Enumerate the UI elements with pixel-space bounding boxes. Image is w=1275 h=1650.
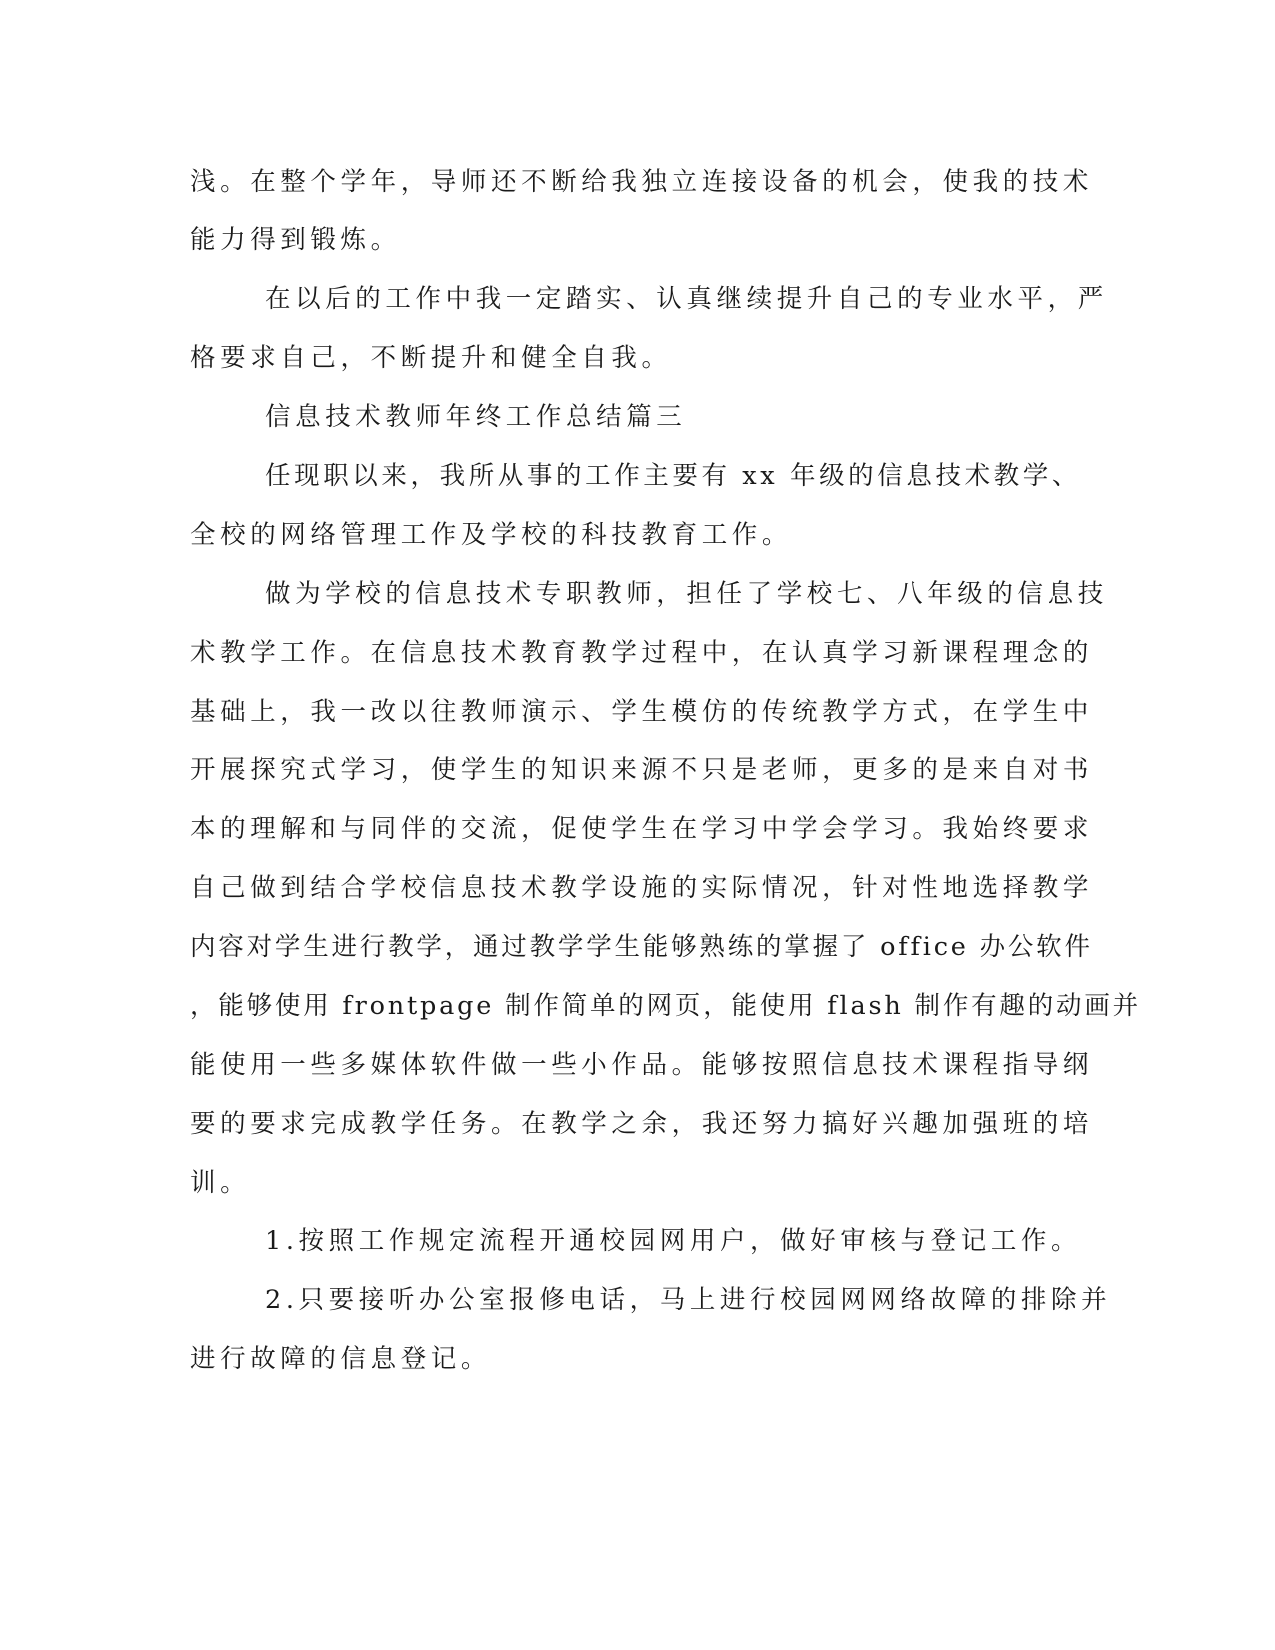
text-line: 要的要求完成教学任务。在教学之余，我还努力搞好兴趣加强班的培 <box>190 1109 1094 1139</box>
text-line: 能力得到锻炼。 <box>190 225 401 255</box>
text-line: 能使用一些多媒体软件做一些小作品。能够按照信息技术课程指导纲 <box>190 1050 1094 1080</box>
text-line: 任现职以来，我所从事的工作主要有 xx 年级的信息技术教学、 <box>265 461 1081 491</box>
text-line: 训。 <box>190 1168 251 1198</box>
text-line: 浅。在整个学年，导师还不断给我独立连接设备的机会，使我的技术 <box>190 167 1094 197</box>
text-line: 全校的网络管理工作及学校的科技教育工作。 <box>190 520 793 550</box>
text-line: 术教学工作。在信息技术教育教学过程中，在认真学习新课程理念的 <box>190 638 1094 668</box>
section-heading: 信息技术教师年终工作总结篇三 <box>265 402 687 432</box>
text-line: 本的理解和与同伴的交流，促使学生在学习中学会学习。我始终要求 <box>190 814 1094 844</box>
text-line: 开展探究式学习，使学生的知识来源不只是老师，更多的是来自对书 <box>190 755 1094 785</box>
text-line: 格要求自己，不断提升和健全自我。 <box>190 343 672 373</box>
list-item: 1.按照工作规定流程开通校园网用户，做好审核与登记工作。 <box>265 1226 1082 1256</box>
text-line: 基础上，我一改以往教师演示、学生模仿的传统教学方式，在学生中 <box>190 697 1094 727</box>
text-line: 内容对学生进行教学，通过教学学生能够熟练的掌握了 office 办公软件 <box>190 932 1093 962</box>
text-line: 在以后的工作中我一定踏实、认真继续提升自己的专业水平，严 <box>265 284 1108 314</box>
text-line: 做为学校的信息技术专职教师，担任了学校七、八年级的信息技 <box>265 579 1108 609</box>
text-line: 进行故障的信息登记。 <box>190 1344 492 1374</box>
text-line: 自己做到结合学校信息技术教学设施的实际情况，针对性地选择教学 <box>190 873 1094 903</box>
list-item: 2.只要接听办公室报修电话，马上进行校园网网络故障的排除并 <box>265 1285 1112 1315</box>
text-line: ，能够使用 frontpage 制作简单的网页，能使用 flash 制作有趣的动画并 <box>190 991 1141 1021</box>
